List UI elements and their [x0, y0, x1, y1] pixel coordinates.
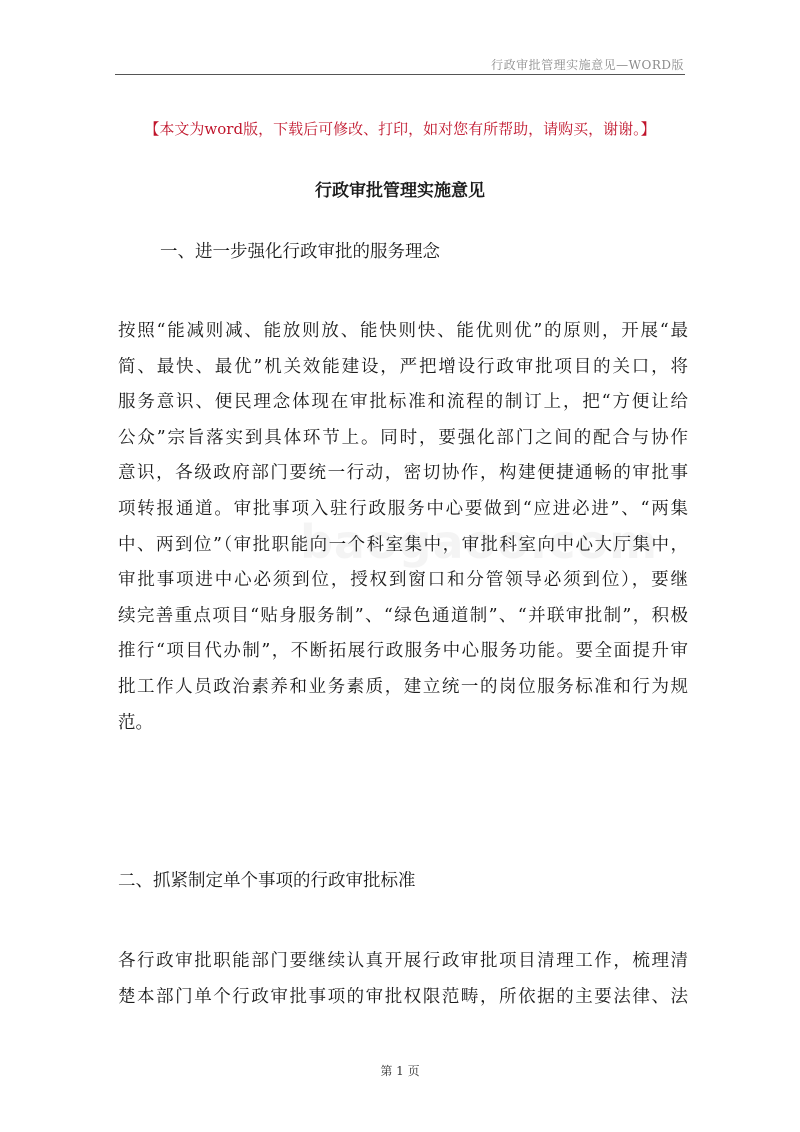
paragraph-line: 服务意识、便民理念体现在审批标准和流程的制订上，把“方便让给: [118, 392, 688, 413]
paragraph-line: 公众”宗旨落实到具体环节上。同时，要强化部门之间的配合与协作: [118, 427, 688, 448]
page-number: 第 1 页: [380, 1064, 420, 1078]
paragraph-line: 范。: [118, 712, 153, 733]
paragraph-line: 按照“能减则减、能放则放、能快则快、能优则优”的原则，开展“最: [118, 321, 688, 341]
paragraph-line: 楚本部门单个行政审批事项的审批权限范畴，所依据的主要法律、法: [118, 986, 688, 1007]
section-1-paragraph: [118, 314, 688, 741]
paragraph-line: 批工作人员政治素养和业务素质，建立统一的岗位服务标准和行为规: [118, 676, 688, 697]
paragraph-line: 续完善重点项目“贴身服务制”、“绿色通道制”、“并联审批制”，积极: [118, 605, 688, 626]
paragraph-line: 各行政审批职能部门要继续认真开展行政审批项目清理工作，梳理清: [118, 951, 688, 971]
purchase-notice: 【本文为word版，下载后可修改、打印，如对您有所帮助，请购买，谢谢。】: [144, 120, 656, 138]
document-title: 行政审批管理实施意见: [315, 181, 485, 201]
section-2-paragraph: [118, 944, 688, 1015]
paragraph-line: 意识，各级政府部门要统一行动，密切协作，构建便捷通畅的审批事: [118, 463, 688, 484]
header-divider: [115, 74, 685, 75]
paragraph-line: 简、最快、最优”机关效能建设，严把增设行政审批项目的关口，将: [118, 356, 688, 377]
paragraph-line: 中、两到位”（审批职能向一个科室集中，审批科室向中心大厅集中，: [118, 534, 688, 555]
running-header: 行政审批管理实施意见—WORD版: [491, 58, 684, 72]
paragraph-line: 推行“项目代办制”，不断拓展行政服务中心服务功能。要全面提升审: [118, 641, 688, 662]
paragraph-line: 审批事项进中心必须到位，授权到窗口和分管领导必须到位），要继: [118, 570, 688, 591]
paragraph-line: 项转报通道。审批事项入驻行政服务中心要做到“应进必进”、“两集: [118, 498, 688, 519]
section-1-heading: 一、进一步强化行政审批的服务理念: [160, 242, 440, 262]
section-2-heading: 二、抓紧制定单个事项的行政审批标准: [118, 871, 416, 891]
